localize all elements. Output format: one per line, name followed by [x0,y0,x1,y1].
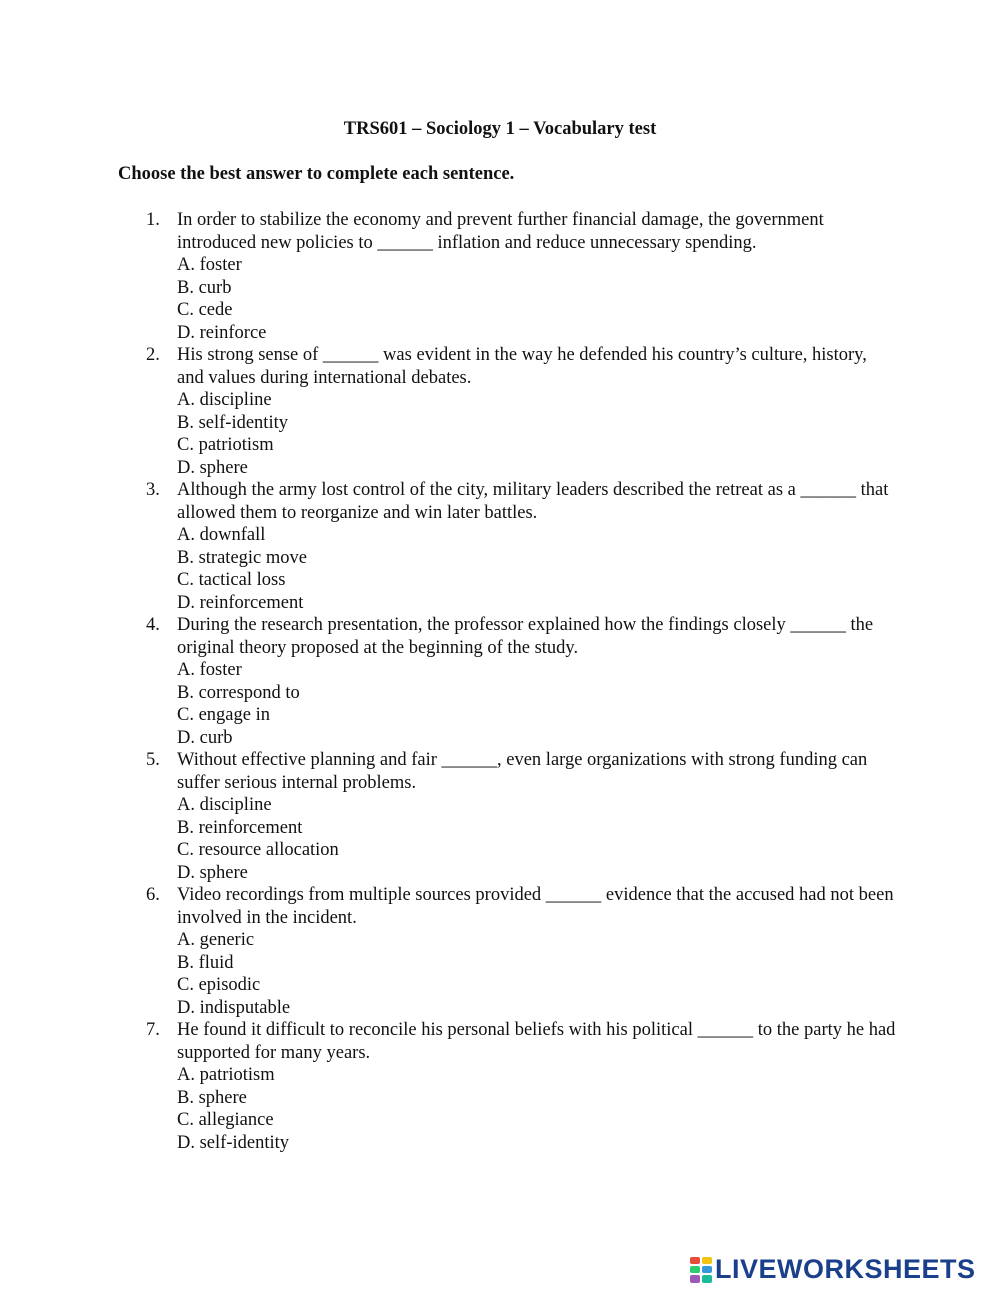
answer-option[interactable]: A. foster [177,660,242,680]
question-text: During the research presentation, the professor explained how the findings closely ______ the original theory proposed at the beginning of the study. [177,615,874,658]
liveworksheets-logo [690,1254,976,1285]
question-list [0,209,1000,1154]
answer-option[interactable]: C. resource allocation [177,840,339,860]
answer-option[interactable]: D. sphere [177,862,248,883]
answer-option[interactable]: A. discipline [177,795,272,815]
answer-option[interactable]: B. curb [177,277,232,298]
logo-square [702,1275,712,1282]
answer-option[interactable]: C. cede [177,300,233,320]
instructions: Choose the best answer to complete each sentence. [118,164,515,184]
logo-square [690,1275,700,1282]
question-text: His strong sense of ______ was evident in the way he defended his country’s culture, history, and values during international debates. [177,345,867,388]
answer-option[interactable]: B. correspond to [177,682,300,703]
answer-option[interactable]: D. sphere [177,457,248,478]
question-text: Without effective planning and fair ______, even large organizations with strong funding can suffer serious internal problems. [177,750,868,793]
answer-option[interactable]: A. downfall [177,525,266,545]
question-number: 7. [146,1020,160,1040]
question-item [0,749,1000,884]
answer-option[interactable]: C. allegiance [177,1110,274,1130]
logo-mark-icon [690,1257,712,1283]
question-number: 1. [146,210,160,230]
logo-square [690,1257,700,1264]
answer-option[interactable]: A. foster [177,255,242,275]
answer-option[interactable]: C. patriotism [177,435,274,455]
page-title: TRS601 – Sociology 1 – Vocabulary test [343,119,657,139]
logo-text: LIVEWORKSHEETS [715,1254,976,1284]
answer-option[interactable]: C. tactical loss [177,570,286,590]
logo-square [702,1266,712,1273]
question-number: 6. [146,885,160,905]
question-item [0,1019,1000,1154]
question-number: 4. [146,615,160,635]
question-item [0,614,1000,749]
question-number: 5. [146,750,160,770]
answer-option[interactable]: D. curb [177,727,233,748]
question-item [0,479,1000,614]
question-text: Video recordings from multiple sources provided ______ evidence that the accused had not been involved in the incident. [177,885,894,928]
answer-option[interactable]: C. episodic [177,975,261,995]
answer-option[interactable]: C. engage in [177,705,270,725]
answer-option[interactable]: A. discipline [177,390,272,410]
question-item [0,884,1000,1019]
logo-square [702,1257,712,1264]
answer-option[interactable]: A. patriotism [177,1065,275,1085]
question-number: 2. [146,345,160,365]
answer-option[interactable]: D. reinforcement [177,592,304,613]
answer-option[interactable]: B. sphere [177,1087,247,1108]
question-item [0,209,1000,344]
answer-option[interactable]: D. reinforce [177,322,267,343]
question-item [0,344,1000,479]
answer-option[interactable]: D. self-identity [177,1132,290,1153]
answer-option[interactable]: A. generic [177,930,255,950]
answer-option[interactable]: B. fluid [177,952,234,973]
logo-square [690,1266,700,1273]
question-number: 3. [146,480,160,500]
answer-option[interactable]: D. indisputable [177,997,291,1018]
answer-option[interactable]: B. self-identity [177,412,288,433]
question-text: In order to stabilize the economy and prevent further financial damage, the government introduced new policies to ______ inflation and reduce unnecessary spending. [177,210,824,253]
question-text: Although the army lost control of the city, military leaders described the retreat as a ______ that allowed them to reorganize and win later battles. [177,480,889,523]
answer-option[interactable]: B. strategic move [177,547,307,568]
answer-option[interactable]: B. reinforcement [177,817,303,838]
question-text: He found it difficult to reconcile his personal beliefs with his political ______ to the party he had supported for many years. [177,1020,896,1063]
